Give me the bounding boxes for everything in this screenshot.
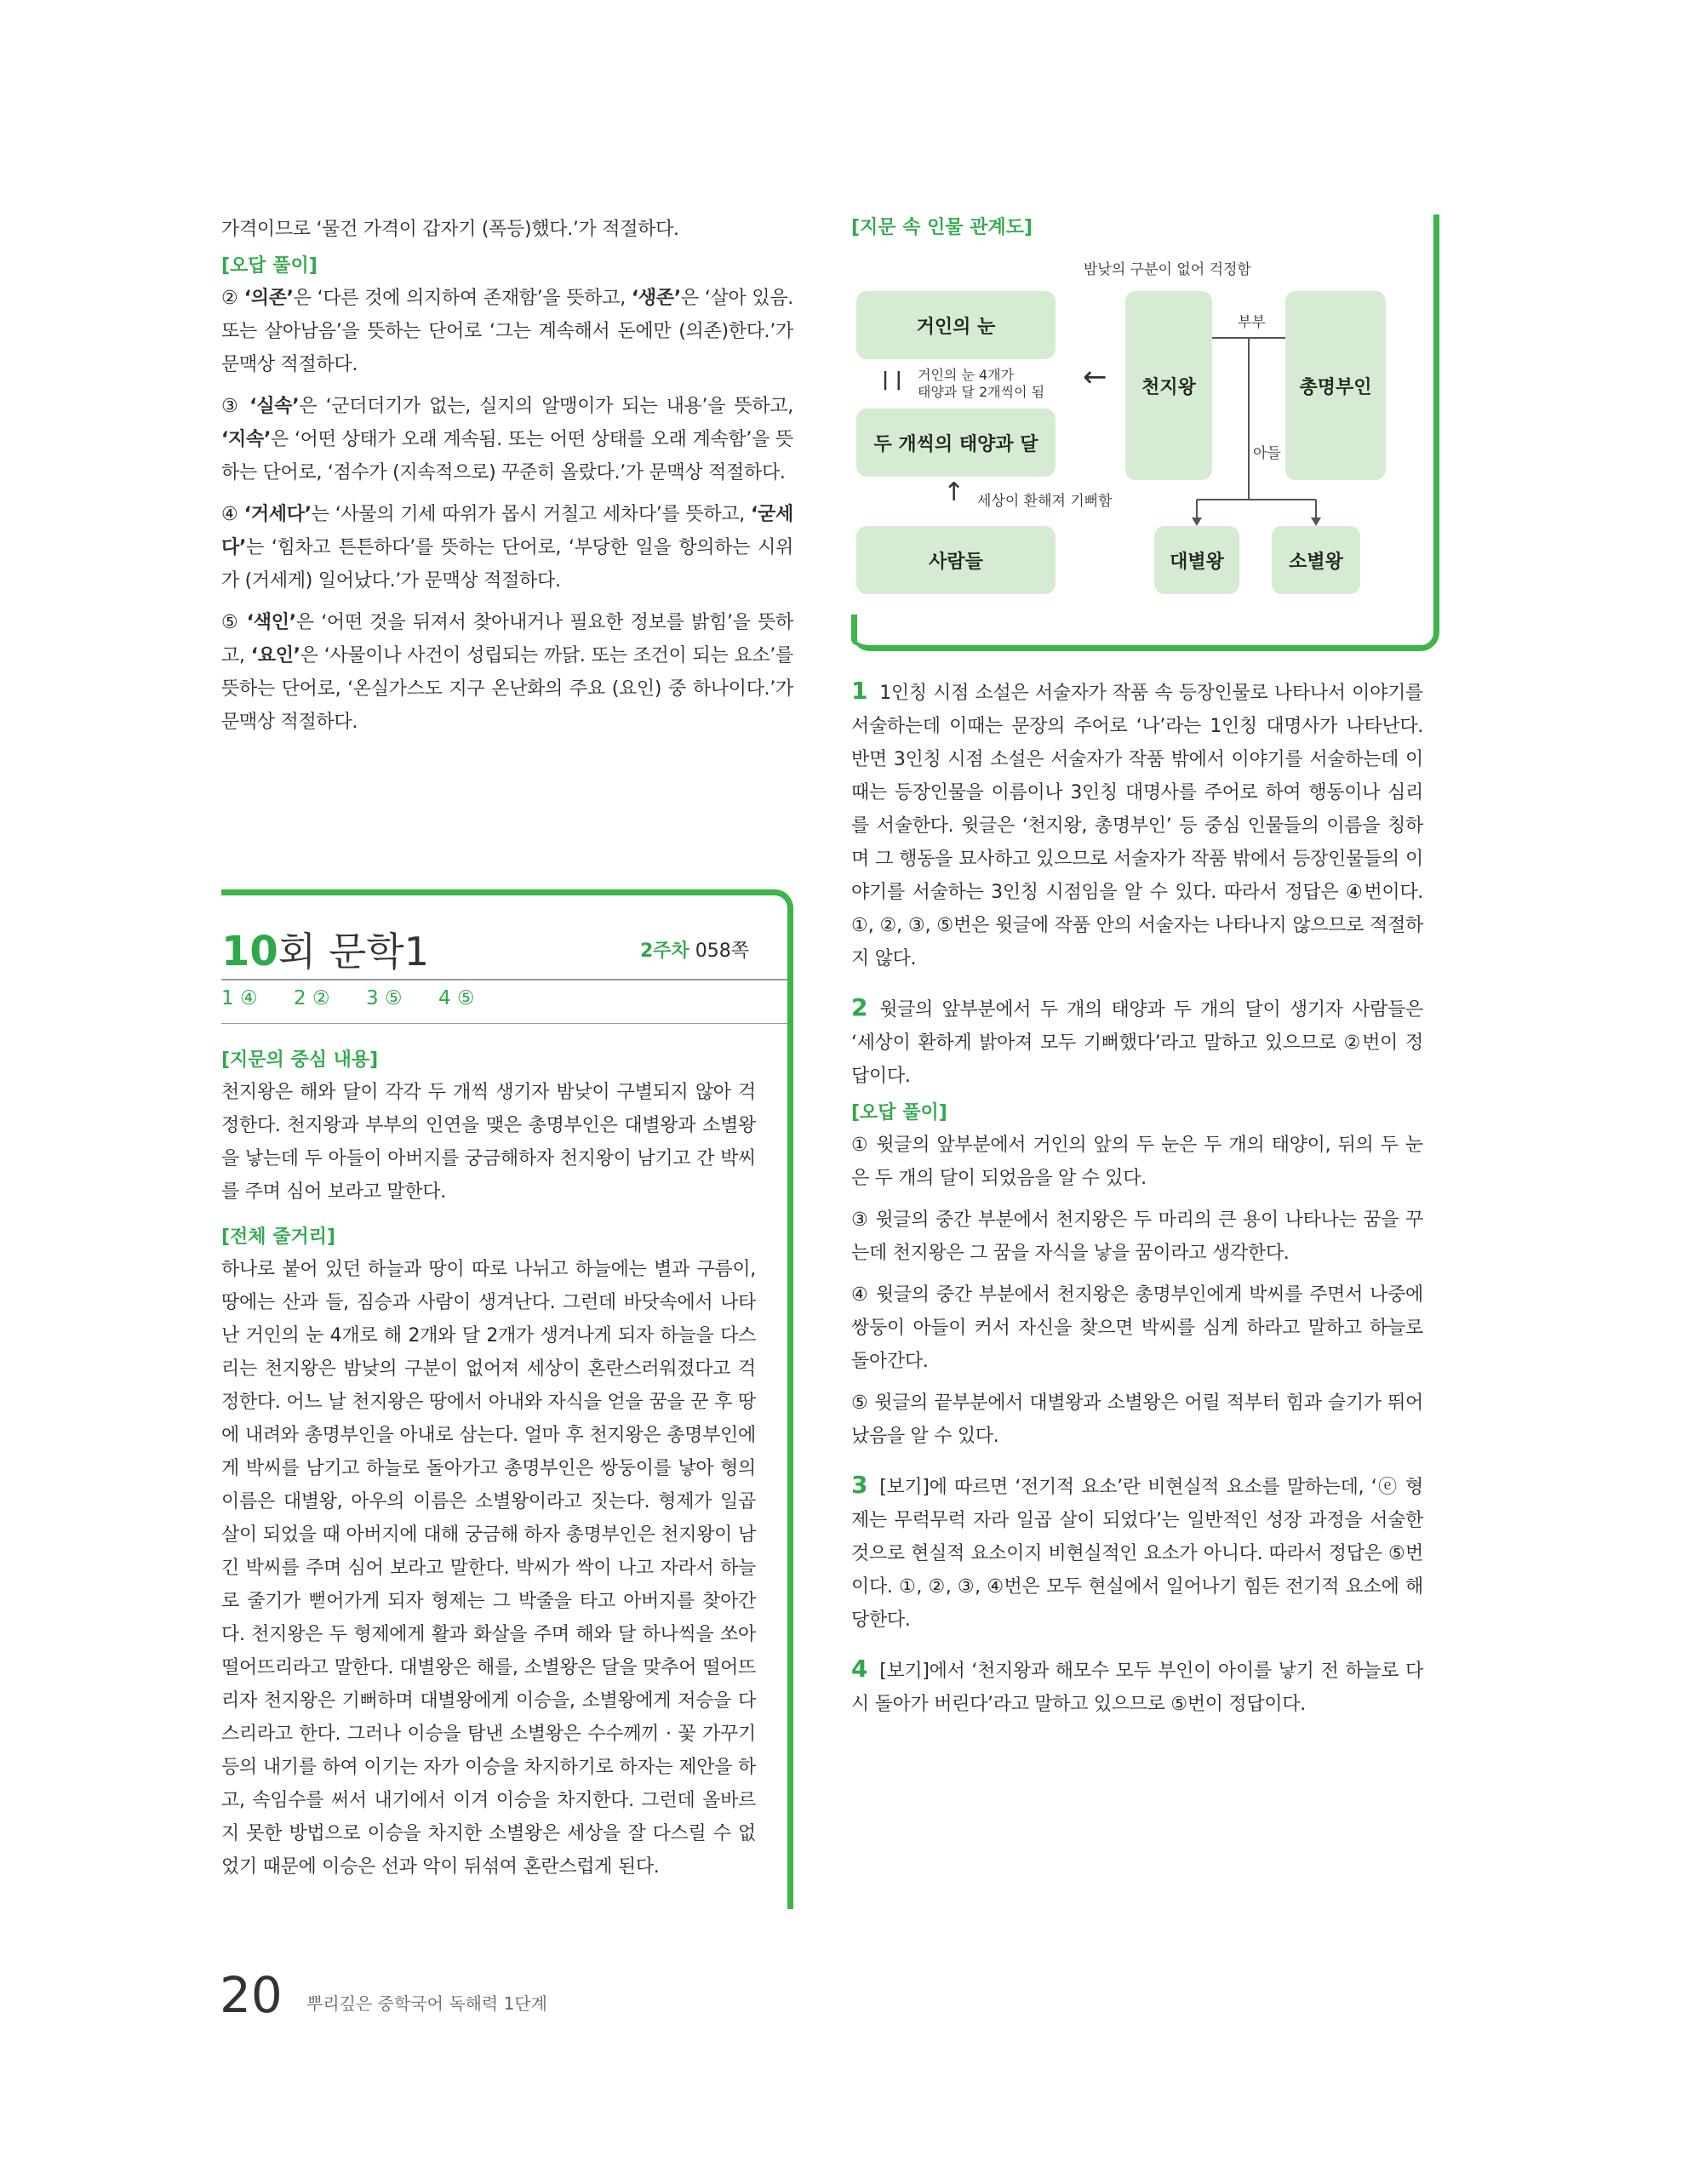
question-1: 1 1인칭 시점 소설은 서술자가 작품 속 등장인물로 나타나서 이야기를 서술하는데 이때는 문장의 주어로 ‘나’라는 1인칭 대명사가 나타난다. 반면 3인칭 시점 소설은 서술자가 작품 밖에서 이야기를 서술하는데 이때는 등장인물을 이름이나 3인칭 대명사를 주어로 하여 행동이나 심리를 서술한다. 윗글은 ‘천지왕, 총명부인’ 등 중심 인물들의 이름을 칭하며 그 행동을 묘사하고 있으므로 서술자가 작품 밖에서 등장인물들의 이야기를 서술하는 3인칭 시점임을 알 수 있다. 따라서 정답은 ④번이다. ①, ②, ③, ⑤번은 윗글에 작품 안의 서술자는 나타나지 않으므로 적절하지 않다. bbox=[851, 677, 1423, 969]
plot-content: 하나로 붙어 있던 하늘과 땅이 따로 나뉘고 하늘에는 별과 구름이, 땅에는 산과 들, 짐승과 사람이 생겨난다. 그런데 바닷속에서 나타난 거인의 눈 4개로 해 2개와 달 2개가 생겨나게 되자 하늘을 다스리는 천지왕은 밤낮의 구분이 없어져 세상이 혼란스러워졌다고 걱정한다. 어느 날 천지왕은 땅에서 아내와 자식을 얻을 꿈을 꾼 후 땅에 내려와 총명부인을 아내로 삼는다. 얼마 후 천지왕은 총명부인에게 박씨를 남기고 하늘로 돌아가고 총명부인은 쌍둥이를 낳아 형의 이름은 대별왕, 아우의 이름은 소별왕이라고 짓는다. 형제가 일곱 살이 되었을 때 아버지에 대해 궁금해 하자 총명부인은 천지왕이 남긴 박씨를 주며 심어 보라고 말한다. 박씨가 싹이 나고 자라서 하늘로 줄기가 뻗어가게 되자 형제는 그 박줄을 타고 아버지를 찾아간다. 천지왕은 두 형제에게 활과 화살을 주며 해와 달 하나씩을 쏘아 떨어뜨리라고 말한다. 대별왕은 해를, 소별왕은 달을 맞추어 떨어뜨리자 천지왕은 기뻐하며 대별왕에게 이승을, 소별왕에게 저승을 다스리라고 한다. 그러나 이승을 탐낸 소별왕은 수수께끼 · 꽃 가꾸기 등의 내기를 하여 이기는 자가 이승을 차지하기로 하자는 제안을 하고, 속임수를 써서 내기에서 이겨 이승을 차지한다. 그런데 올바르지 못한 방법으로 이승을 차지한 소별왕은 세상을 잘 다스릴 수 없었기 때문에 이승은 선과 악이 뒤섞여 혼란스럽게 된다. bbox=[221, 1259, 756, 1878]
paragraph: 가격이므로 ‘물건 가격이 갑자기 (폭등)했다.’가 적절하다. bbox=[221, 219, 679, 240]
book-title: 뿌리깊은 중학국어 독해력 1단계 bbox=[306, 1993, 547, 2014]
center-heading: [지문의 중심 내용] bbox=[221, 1049, 379, 1071]
page-number: 20 bbox=[220, 1966, 283, 2024]
wrong-item-4: ④ ‘거세다’는 ‘사물의 기세 따위가 몹시 거칠고 세차다’를 뜻하고, ‘굳세다’는 ‘힘차고 튼튼하다’를 뜻하는 단어로, ‘부당한 일을 항의하는 시위가 (거세게) 일어났다.’가 문맥상 적절하다. bbox=[221, 504, 793, 592]
answer-row bbox=[221, 979, 787, 1024]
wrong-right-3: ③ 윗글의 중간 부분에서 천지왕은 두 마리의 큰 용이 나타나는 꿈을 꾸는데 천지왕은 그 꿈을 자식을 낳을 꿈이라고 생각한다. bbox=[851, 1209, 1423, 1264]
answer-4: 4 ⑤ bbox=[438, 987, 475, 1009]
queen-box: 총명부인 bbox=[1285, 291, 1386, 480]
wrong-item-5: ⑤ ‘색인’은 ‘어떤 것을 뒤져서 찾아내거나 필요한 정보를 밝힘’을 뜻하고, ‘요인’은 ‘사물이나 사건이 성립되는 까닭. 또는 조건이 되는 요소’를 뜻하는 단어로, ‘온실가스도 지구 온난화의 주요 (요인) 중 하나이다.’가 문맥상 적절하다. bbox=[221, 612, 793, 733]
wrong-right-5: ⑤ 윗글의 끝부분에서 대별왕과 소별왕은 어릴 적부터 힘과 슬기가 뛰어났음을 알 수 있다. bbox=[851, 1392, 1423, 1447]
king-box: 천지왕 bbox=[1125, 291, 1212, 480]
diagram-heading: [지문 속 인물 관계도] bbox=[851, 217, 1033, 238]
couple-label: 부부 bbox=[1238, 314, 1266, 331]
son2-box: 소별왕 bbox=[1272, 526, 1360, 594]
son1-box: 대별왕 bbox=[1154, 526, 1239, 594]
section-number: 10 bbox=[221, 928, 278, 975]
sun-moon-box: 두 개씩의 태양과 달 bbox=[856, 409, 1056, 477]
left-arrow: ← bbox=[1083, 360, 1107, 394]
plot-heading: [전체 줄거리] bbox=[221, 1226, 336, 1248]
section-name: 회 문학1 bbox=[277, 929, 429, 975]
section-title bbox=[221, 921, 766, 975]
wrong-item-2: ② ‘의존’은 ‘다른 것에 의지하여 존재함’을 뜻하고, ‘생존’은 ‘살아 있음. 또는 살아남음’을 뜻하는 단어로 ‘그는 계속해서 돈에만 (의존)한다.’가 문맥상 적절하다. bbox=[221, 288, 793, 375]
relationship-diagram bbox=[851, 214, 1439, 649]
question-3: 3 [보기]에 따르면 ‘전기적 요소’란 비현실적 요소를 말하는데, ‘ⓔ 형제는 무럭무럭 자라 일곱 살이 되었다’는 일반적인 성장 과정을 서술한 것으로 현실적 요소이지 비현실적인 요소가 아니다. 따라서 정답은 ⑤번이다. ①, ②, ③, ④번은 모두 현실에서 일어나기 힘든 전기적 요소에 해당한다. bbox=[851, 1471, 1423, 1631]
question-4: 4 [보기]에서 ‘천지왕과 해모수 모두 부인이 아이를 낳기 전 하늘로 다시 돌아가 버린다’라고 말하고 있으므로 ⑤번이 정답이다. bbox=[851, 1655, 1423, 1715]
week-page: 2주차 058쪽 bbox=[639, 940, 749, 962]
top-note: 밤낮의 구분이 없어 걱정함 bbox=[1084, 261, 1251, 278]
frame-right-line bbox=[787, 905, 793, 1909]
question-2: 2 윗글의 앞부분에서 두 개의 태양과 두 개의 달이 생기자 사람들은 ‘세상이 환하게 밝아져 모두 기뻐했다’라고 말하고 있으므로 ②번이 정답이다. bbox=[851, 993, 1423, 1087]
giant-eyes-box: 거인의 눈 bbox=[856, 291, 1056, 359]
up-note: 세상이 환해져 기뻐함 bbox=[977, 493, 1113, 510]
answer-2: 2 ② bbox=[294, 987, 330, 1009]
wrong-right-1: ① 윗글의 앞부분에서 거인의 앞의 두 눈은 두 개의 태양이, 뒤의 두 눈은 두 개의 달이 되었음을 알 수 있다. bbox=[851, 1135, 1423, 1189]
wrong-answer-heading-right: [오답 풀이] bbox=[851, 1102, 947, 1123]
sons-label: 아들 bbox=[1253, 445, 1281, 462]
section-body bbox=[221, 1040, 756, 1884]
right-column bbox=[851, 674, 1423, 1721]
left-column-top bbox=[221, 213, 793, 739]
people-box: 사람들 bbox=[856, 526, 1056, 594]
center-content: 천지왕은 해와 달이 각각 두 개씩 생기자 밤낮이 구별되지 않아 걱정한다. 천지왕과 부부의 인연을 맺은 총명부인은 대별왕과 소별왕을 낳는데 두 아들이 아버지를 궁금해하자 천지왕이 남기고 간 박씨를 주며 심어 보라고 말한다. bbox=[221, 1082, 756, 1203]
eq-note-1: 거인의 눈 4개가 bbox=[918, 367, 1015, 383]
answer-1: 1 ④ bbox=[221, 987, 258, 1009]
answer-3: 3 ⑤ bbox=[366, 987, 403, 1009]
frame-top-line bbox=[221, 889, 775, 895]
eq-sign: | | bbox=[882, 369, 902, 391]
up-arrow: ↑ bbox=[943, 477, 965, 507]
eq-note-2: 태양과 달 2개씩이 됨 bbox=[918, 384, 1045, 400]
wrong-item-3: ③ ‘실속’은 ‘군더더기가 없는, 실지의 알맹이가 되는 내용’을 뜻하고, ‘지속’은 ‘어떤 상태가 오래 계속됨. 또는 어떤 상태를 오래 계속함’을 뜻하는 단어로, ‘점수가 (지속적으로) 꾸준히 올랐다.’가 문맥상 적절하다. bbox=[221, 396, 793, 483]
wrong-answer-heading: [오답 풀이] bbox=[221, 255, 318, 277]
wrong-right-4: ④ 윗글의 중간 부분에서 천지왕은 총명부인에게 박씨를 주면서 나중에 쌍둥이 아들이 커서 자신을 찾으면 박씨를 심게 하라고 말하고 하늘로 돌아간다. bbox=[851, 1284, 1423, 1372]
relation-lines bbox=[851, 214, 1439, 649]
